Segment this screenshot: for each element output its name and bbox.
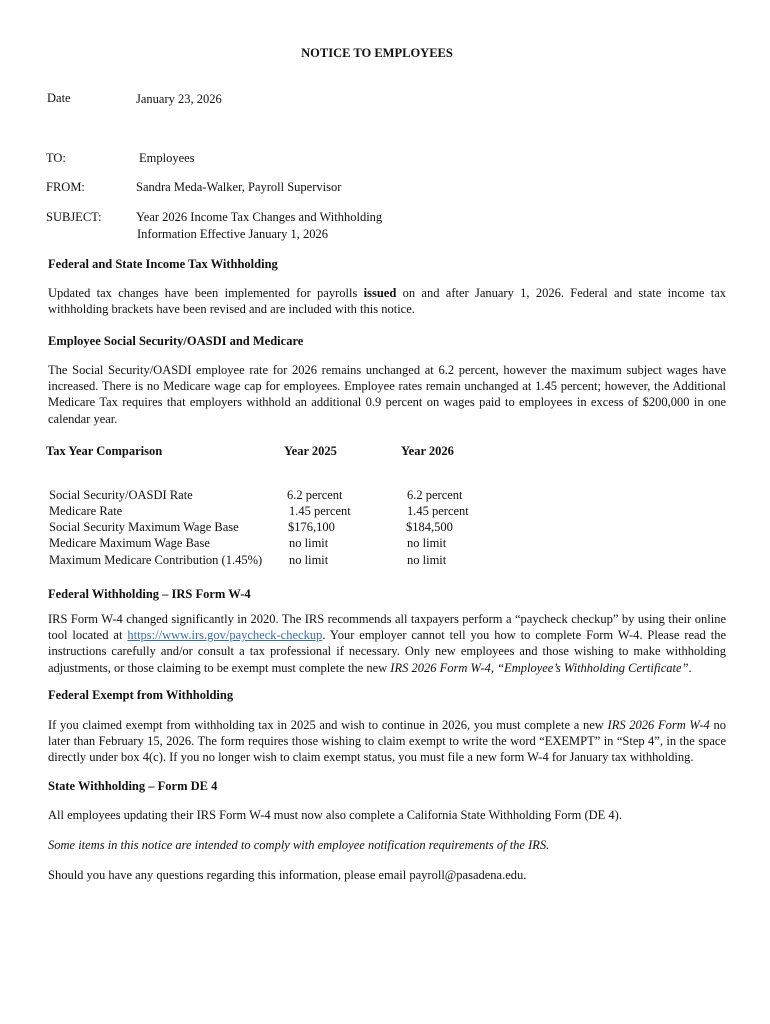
heading-federal-state: Federal and State Income Tax Withholding — [48, 257, 278, 271]
exempt-text-b: no later than February 15, 2026. The form requires those wishing to claim exempt to write the word “EXEMPT” in “Step 4”, in the space directly under box 4(c). If you no longer wish to claim exempt status, you must file a new form W-4 for January tax withholding. — [48, 718, 727, 765]
table-row-label: Social Security/OASDI Rate — [49, 488, 193, 502]
heading-exempt: Federal Exempt from Withholding — [48, 688, 234, 702]
federal-w4-text-a: IRS Form W-4 changed significantly in 2020. The IRS recommends all taxpayers perform a “paycheck checkup” by using their online tool located at — [48, 612, 726, 643]
paragraph-state: All employees updating their IRS Form W-4 must now also complete a California State Withholding Form (DE 4). — [48, 808, 622, 822]
table-row-2026: $184,500 — [406, 520, 453, 534]
table-row-label: Medicare Maximum Wage Base — [49, 536, 210, 550]
table-row-label: Medicare Rate — [49, 504, 123, 518]
heading-state: State Withholding – Form DE 4 — [48, 779, 218, 793]
table-row-label: Social Security Maximum Wage Base — [49, 520, 239, 534]
exempt-text-italic: IRS 2026 Form W-4 — [607, 718, 710, 732]
paragraph-federal-state — [48, 285, 726, 317]
table-row-2025: no limit — [289, 536, 329, 550]
federal-w4-text-italic: IRS 2026 Form W-4, “Employee’s Withholding Certificate” — [390, 660, 689, 675]
page-title: NOTICE TO EMPLOYEES — [301, 46, 453, 60]
table-row-2025: 6.2 percent — [287, 488, 343, 502]
federal-state-text-bold: issued — [363, 286, 397, 300]
to-value: Employees — [139, 151, 195, 165]
subject-label: SUBJECT: — [46, 210, 102, 224]
paragraph-social-security: The Social Security/OASDI employee rate for 2026 remains unchanged at 6.2 percent, however the maximum subject wages have increased. There is no Medicare wage cap for employees. Employee rates remain unchanged at 1.45 percent; however, the Additional Medicare Tax requires that employers withhold an additional 0.9 percent on wages paid to employees in excess of $200,000 in one calendar year. — [48, 363, 726, 426]
from-label: FROM: — [46, 180, 85, 194]
paycheck-checkup-link[interactable]: https://www.irs.gov/paycheck-checkup — [127, 628, 323, 643]
from-value: Sandra Meda-Walker, Payroll Supervisor — [136, 180, 342, 194]
federal-w4-text-b: . Your employer cannot tell you how to complete Form W-4. Please read the instructions carefully and/or consult a tax professional if necessary. Only new employees and those wishing to make withholding adjustments, or those claiming to be exempt must complete the new — [48, 628, 726, 675]
heading-federal-w4: Federal Withholding – IRS Form W-4 — [48, 587, 251, 601]
federal-state-text-a: Updated tax changes have been implemented for payrolls — [48, 286, 364, 300]
table-row-2025: no limit — [289, 553, 329, 567]
table-row-label: Maximum Medicare Contribution (1.45%) — [49, 553, 263, 567]
table-header-2026: Year 2026 — [401, 444, 454, 458]
subject-line-2: Information Effective January 1, 2026 — [137, 227, 329, 241]
subject-line-1: Year 2026 Income Tax Changes and Withholding — [136, 210, 383, 224]
compliance-note: Some items in this notice are intended to comply with employee notification requirements of the IRS. — [48, 838, 550, 852]
exempt-text-a: If you claimed exempt from withholding tax in 2025 and wish to continue in 2026, you must complete a new — [48, 718, 608, 732]
table-row-2026: no limit — [407, 536, 447, 550]
table-row-2026: 6.2 percent — [407, 488, 463, 502]
table-row-2026: 1.45 percent — [407, 504, 469, 518]
table-header-label: Tax Year Comparison — [46, 444, 163, 458]
federal-w4-text-c: . — [688, 660, 692, 675]
contact-line: Should you have any questions regarding this information, please email payroll@pasadena.edu. — [48, 868, 527, 882]
table-row-2025: 1.45 percent — [289, 504, 351, 518]
to-label: TO: — [46, 151, 66, 165]
paragraph-federal-w4 — [48, 611, 726, 676]
date-value: January 23, 2026 — [136, 92, 222, 106]
federal-state-text-b: on and after January 1, 2026. Federal and state income tax withholding brackets have been revised and are included with this notice. — [48, 286, 726, 317]
table-row-2025: $176,100 — [288, 520, 335, 534]
table-header-2025: Year 2025 — [284, 444, 337, 458]
date-label: Date — [47, 91, 71, 105]
heading-social-security: Employee Social Security/OASDI and Medicare — [48, 334, 304, 348]
table-row-2026: no limit — [407, 553, 447, 567]
paragraph-exempt — [48, 717, 726, 766]
